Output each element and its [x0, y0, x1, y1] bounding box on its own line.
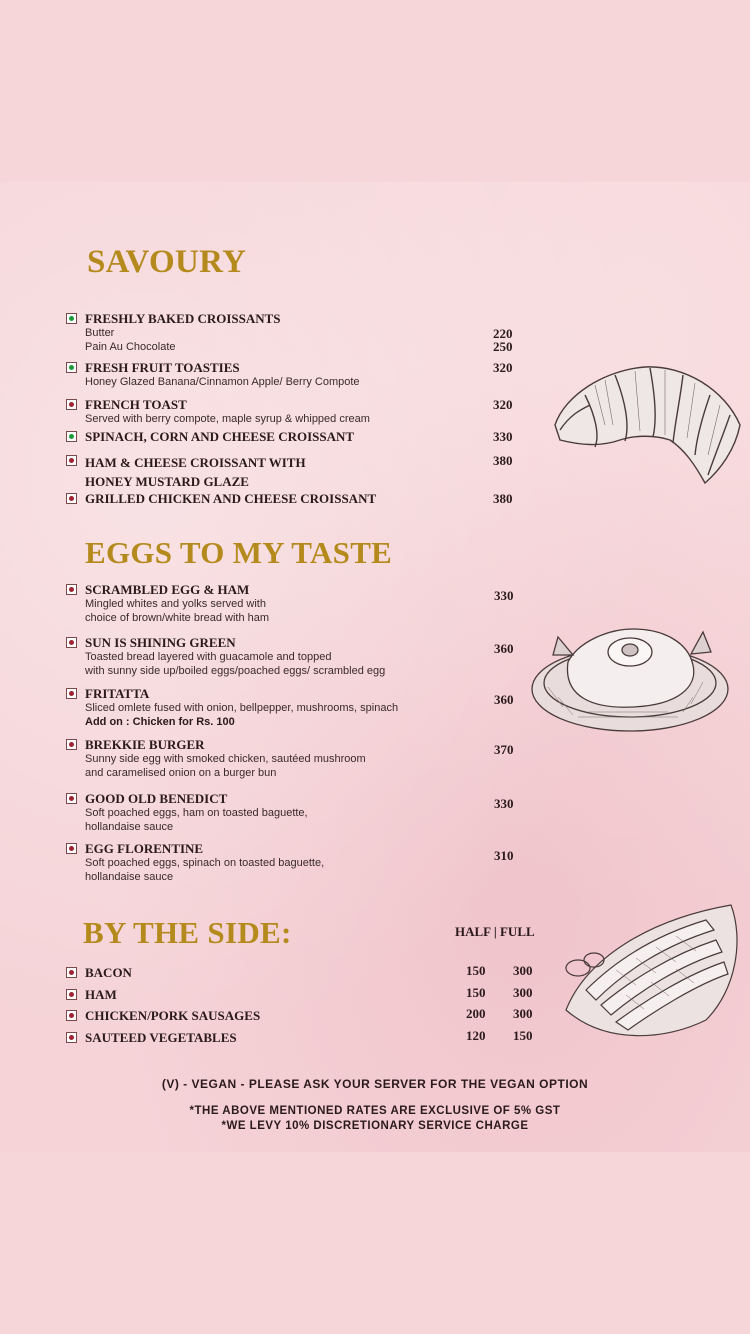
item-name: SPINACH, CORN AND CHEESE CROISSANT — [85, 429, 355, 444]
item-name: HAM & CHEESE CROISSANT WITH HONEY MUSTARD GLAZE — [85, 455, 306, 489]
item-price: 220 — [493, 326, 513, 341]
item-price: 330 — [494, 796, 514, 811]
menu-item — [66, 311, 526, 354]
full-price: 300 — [513, 1006, 533, 1021]
rolls-illustration — [556, 900, 746, 1050]
nonveg-indicator-icon — [66, 637, 77, 648]
menu-item — [66, 737, 526, 780]
item-desc: Sliced omlete fused with onion, bellpepper, mushrooms, spinach — [85, 702, 399, 714]
full-price: 300 — [513, 963, 533, 978]
half-price: 150 — [466, 963, 486, 978]
item-name: EGG FLORENTINE — [85, 841, 204, 856]
eggs-title: EGGS TO MY TASTE — [85, 535, 393, 570]
egg-toast-illustration — [528, 617, 733, 737]
full-price: 300 — [513, 985, 533, 1000]
menu-item — [66, 1030, 526, 1046]
item-name: CHICKEN/PORK SAUSAGES — [85, 1008, 261, 1023]
item-price: 360 — [494, 641, 514, 656]
full-price: 150 — [513, 1028, 533, 1043]
item-price: 310 — [494, 848, 514, 863]
item-name: SCRAMBLED EGG & HAM — [85, 582, 250, 597]
menu-item — [66, 841, 526, 884]
menu-item — [66, 582, 526, 625]
item-addon: Add on : Chicken for Rs. 100 — [85, 715, 235, 728]
menu-item — [66, 491, 526, 507]
item-name: GRILLED CHICKEN AND CHEESE CROISSANT — [85, 491, 377, 506]
item-desc: Served with berry compote, maple syrup & whipped cream — [85, 413, 370, 425]
item-price: 320 — [493, 360, 513, 375]
item-price: 250 — [493, 339, 513, 354]
item-name: SUN IS SHINING GREEN — [85, 635, 236, 650]
item-name: FRESH FRUIT TOASTIES — [85, 360, 240, 375]
nonveg-indicator-icon — [66, 455, 77, 466]
nonveg-indicator-icon — [66, 1032, 77, 1043]
nonveg-indicator-icon — [66, 1010, 77, 1021]
nonveg-indicator-icon — [66, 688, 77, 699]
veg-indicator-icon — [66, 362, 77, 373]
item-name: SAUTEED VEGETABLES — [85, 1030, 237, 1045]
nonveg-indicator-icon — [66, 493, 77, 504]
item-price: 330 — [494, 588, 514, 603]
item-desc: Soft poached eggs, spinach on toasted baguette, hollandaise sauce — [85, 857, 325, 883]
vegan-note: (V) - VEGAN - PLEASE ASK YOUR SERVER FOR THE VEGAN OPTION — [161, 1077, 589, 1091]
item-price: 380 — [493, 491, 513, 506]
half-price: 120 — [466, 1028, 486, 1043]
menu-item — [66, 360, 526, 390]
item-desc: Honey Glazed Banana/Cinnamon Apple/ Berry Compote — [85, 376, 360, 388]
item-name: FRENCH TOAST — [85, 397, 187, 412]
item-desc: Sunny side egg with smoked chicken, sautéed mushroom and caramelised onion on a burger bun — [85, 753, 366, 779]
half-price: 150 — [466, 985, 486, 1000]
item-name: BACON — [85, 965, 132, 980]
item-price: 360 — [494, 692, 514, 707]
menu-item — [66, 429, 526, 445]
item-name: HAM — [85, 987, 117, 1002]
nonveg-indicator-icon — [66, 584, 77, 595]
menu-item — [66, 987, 526, 1003]
item-desc: Butter Pain Au Chocolate — [85, 327, 176, 353]
menu-item — [66, 453, 526, 491]
veg-indicator-icon — [66, 313, 77, 324]
item-name: BREKKIE BURGER — [85, 737, 205, 752]
menu-item — [66, 686, 526, 729]
item-price: 330 — [493, 429, 513, 444]
item-desc: Soft poached eggs, ham on toasted baguette, hollandaise sauce — [85, 807, 308, 833]
savoury-title: SAVOURY — [87, 244, 247, 280]
item-desc: Toasted bread layered with guacamole and topped with sunny side up/boiled eggs/poached eggs/ scrambled egg — [85, 651, 386, 677]
veg-indicator-icon — [66, 431, 77, 442]
nonveg-indicator-icon — [66, 843, 77, 854]
half-full-header: HALF | FULL — [455, 924, 535, 939]
item-desc: Mingled whites and yolks served with choice of brown/white bread with ham — [85, 598, 270, 624]
service-charge-note: *WE LEVY 10% DISCRETIONARY SERVICE CHARGE — [221, 1120, 529, 1132]
nonveg-indicator-icon — [66, 739, 77, 750]
nonveg-indicator-icon — [66, 989, 77, 1000]
item-price: 380 — [493, 453, 513, 468]
gst-note: *THE ABOVE MENTIONED RATES ARE EXCLUSIVE OF 5% GST — [189, 1105, 561, 1117]
nonveg-indicator-icon — [66, 793, 77, 804]
side-title: BY THE SIDE: — [83, 915, 292, 950]
nonveg-indicator-icon — [66, 399, 77, 410]
croissant-illustration — [545, 355, 745, 485]
item-name: GOOD OLD BENEDICT — [85, 791, 228, 806]
menu-item — [66, 965, 526, 981]
menu-item — [66, 1008, 526, 1024]
menu-item — [66, 397, 526, 427]
half-price: 200 — [466, 1006, 486, 1021]
item-name: FRITATTA — [85, 686, 150, 701]
menu-item — [66, 791, 526, 834]
item-price: 370 — [494, 742, 514, 757]
nonveg-indicator-icon — [66, 967, 77, 978]
item-name: FRESHLY BAKED CROISSANTS — [85, 311, 281, 326]
item-price: 320 — [493, 397, 513, 412]
menu-item — [66, 635, 526, 678]
